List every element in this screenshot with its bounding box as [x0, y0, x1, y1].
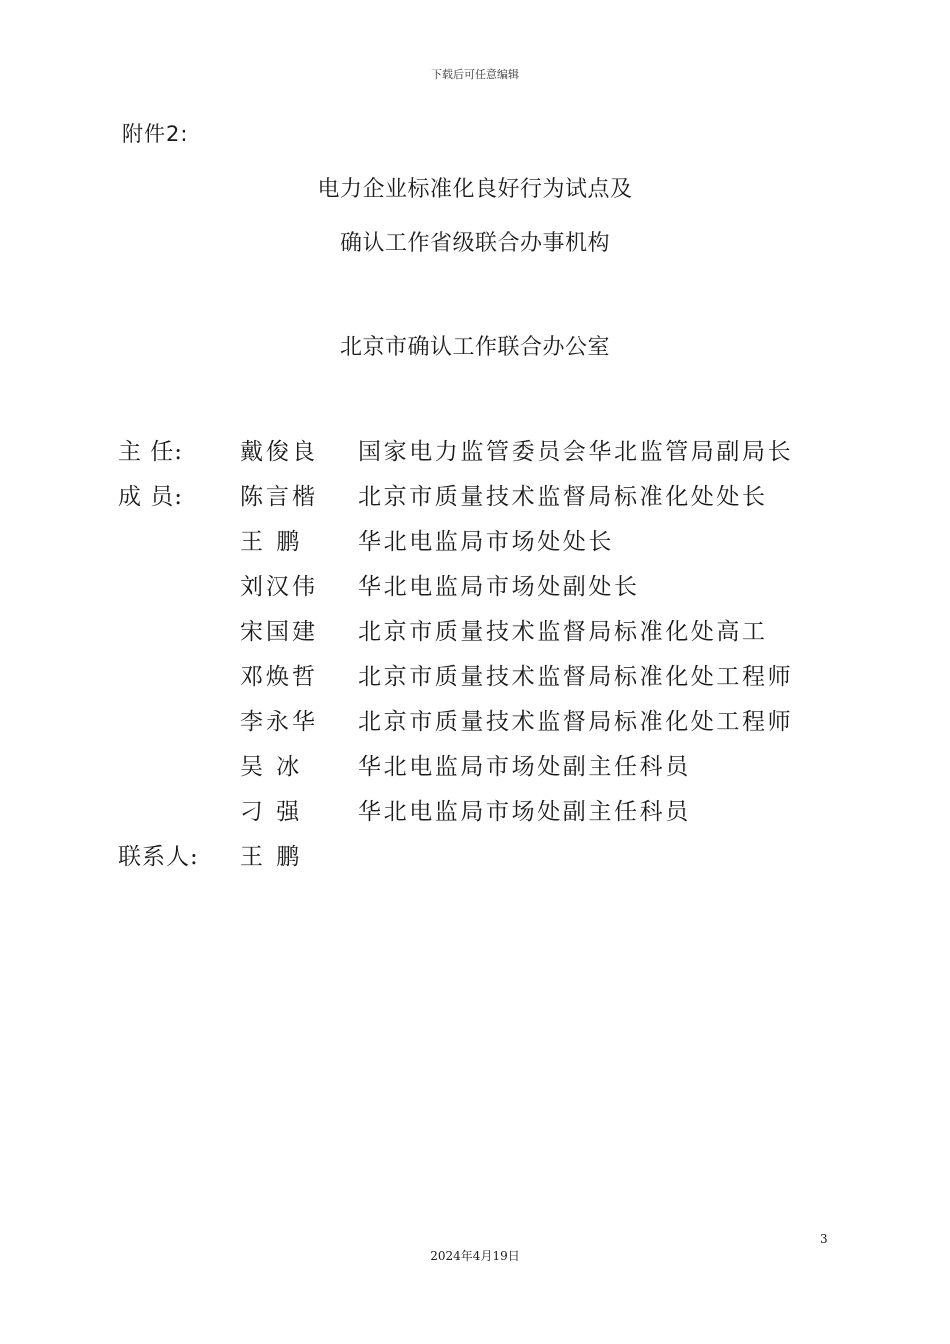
roster-name: 宋国建 — [240, 619, 318, 645]
roster-position: 北京市质量技术监督局标准化处工程师 — [358, 709, 794, 735]
office-subtitle: 北京市确认工作联合办公室 — [339, 335, 610, 360]
roster-name: 王 鹏 — [240, 529, 303, 555]
roster-position: 国家电力监管委员会华北监管局副局长 — [358, 439, 794, 465]
roster-name: 刘汉伟 — [240, 574, 318, 600]
footer-date: 2024年4月19日 — [430, 1249, 520, 1263]
roster-position: 北京市质量技术监督局标准化处处长 — [358, 484, 768, 510]
roster-position: 北京市质量技术监督局标准化处高工 — [358, 619, 768, 645]
roster-name: 刁 强 — [240, 799, 303, 825]
roster-position: 北京市质量技术监督局标准化处工程师 — [358, 664, 794, 690]
roster-role: 成 员: — [118, 484, 184, 510]
roster-name: 吴 冰 — [240, 754, 303, 780]
document-title-line-2: 确认工作省级联合办事机构 — [339, 231, 610, 256]
roster-name: 戴俊良 — [240, 439, 318, 465]
roster-position: 华北电监局市场处副主任科员 — [358, 799, 691, 825]
roster-position: 华北电监局市场处副主任科员 — [358, 754, 691, 780]
roster-name: 李永华 — [240, 709, 318, 735]
header-note: 下载后可任意编辑 — [431, 68, 519, 81]
page-number: 3 — [820, 1232, 828, 1246]
document-title-line-1: 电力企业标准化良好行为试点及 — [317, 177, 633, 202]
roster-role: 联系人: — [118, 844, 199, 870]
attachment-label: 附件2: — [122, 122, 189, 146]
roster-name: 陈言楷 — [240, 484, 318, 510]
roster-name: 王 鹏 — [240, 844, 303, 870]
roster-position: 华北电监局市场处处长 — [358, 529, 614, 555]
roster-name: 邓焕哲 — [240, 664, 318, 690]
roster-role: 主 任: — [118, 439, 184, 465]
roster-position: 华北电监局市场处副处长 — [358, 574, 640, 600]
